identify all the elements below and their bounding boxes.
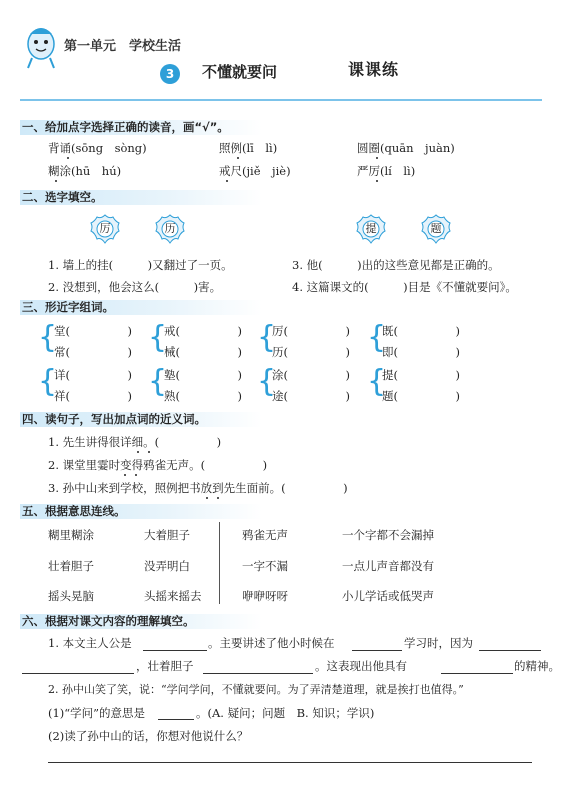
section-5-title: 五、根据意思连线。	[20, 504, 262, 519]
s6-line1-c: 学习时，因为	[404, 636, 473, 650]
brace-icon: {	[38, 364, 58, 399]
s5-col1-item-2: 壮着胆子	[48, 559, 94, 573]
s3-word-5b: 祥( )	[54, 389, 132, 403]
section-3-title: 三、形近字组词。	[20, 300, 262, 315]
blank-line[interactable]	[143, 650, 207, 651]
s1-item-3: 圆圈(quān juàn)	[357, 141, 455, 155]
s3-word-8b: 题( )	[382, 389, 460, 403]
s6-line1-b: 。主要讲述了他小时候在	[208, 636, 335, 650]
s6-line2-a: ，壮着胆子	[136, 659, 194, 673]
s3-word-3a: 厉( )	[272, 324, 350, 338]
s1-item-4: 糊涂(hū hú)	[48, 164, 122, 178]
s3-word-2a: 戒( )	[164, 324, 242, 338]
s3-word-2b: 械( )	[164, 345, 242, 359]
blank-line[interactable]	[479, 650, 541, 651]
blank-line[interactable]	[22, 673, 134, 674]
brace-icon: {	[367, 320, 387, 355]
s5-col1-item-3: 摇头晃脑	[48, 589, 94, 603]
s3-word-4b: 即( )	[382, 345, 460, 359]
s1-item-1: 背诵(sōng sòng)	[48, 141, 147, 155]
s2-question-4: 4. 这篇课文的( )目是《不懂就要问》。	[292, 280, 517, 294]
choice-char-4: 题	[430, 222, 442, 235]
lesson-number-badge: 3	[160, 64, 180, 84]
header-divider	[20, 99, 542, 101]
s3-word-3b: 历( )	[272, 345, 350, 359]
s4-question-3: 3. 孙中山来到学校，照例把书放到先生面前。( )	[48, 481, 348, 495]
emphasis-dot	[206, 497, 208, 499]
s2-question-2: 2. 没想到，他会这么( )害。	[48, 280, 222, 294]
emphasis-dot	[217, 497, 219, 499]
s4-question-2: 2. 课堂里霎时变得鸦雀无声。( )	[48, 458, 268, 472]
s6-line5: (2)读了孙中山的话，你想对他说什么？	[48, 729, 249, 743]
s5-col4-item-2: 一点儿声音都没有	[342, 559, 434, 573]
emphasis-dot	[376, 180, 378, 182]
s3-word-7a: 涂( )	[272, 368, 350, 382]
section-2-title: 二、选字填空。	[20, 190, 262, 205]
blank-line[interactable]	[352, 650, 402, 651]
emphasis-dot	[376, 157, 378, 159]
s5-col2-item-1: 大着胆子	[144, 528, 190, 542]
brace-icon: {	[257, 364, 277, 399]
lesson-title: 不懂就要问	[202, 63, 278, 81]
blank-line[interactable]	[158, 719, 194, 720]
s3-word-7b: 途( )	[272, 389, 350, 403]
s3-word-4a: 既( )	[382, 324, 460, 338]
column-divider	[219, 522, 220, 604]
s5-col4-item-1: 一个字都不会漏掉	[342, 528, 434, 542]
s5-col2-item-2: 没弄明白	[144, 559, 190, 573]
s5-col3-item-2: 一字不漏	[242, 559, 288, 573]
s6-line3: 2. 孙中山笑了笑，说：“学问学问，不懂就要问。为了弄清楚道理，就是挨打也值得。”	[48, 683, 464, 696]
s4-question-1: 1. 先生讲得很详细。( )	[48, 435, 222, 449]
emphasis-dot	[124, 474, 126, 476]
s3-word-8a: 提( )	[382, 368, 460, 382]
s6-line2-b: 。这表现出他具有	[315, 659, 407, 673]
s3-word-1b: 常( )	[54, 345, 132, 359]
s1-item-6: 严厉(lí lì)	[357, 164, 416, 178]
s2-question-3: 3. 他( )出的这些意见都是正确的。	[292, 258, 500, 272]
s6-line2-c: 的精神。	[514, 659, 560, 673]
s3-word-6b: 熟( )	[164, 389, 242, 403]
s3-word-5a: 详( )	[54, 368, 132, 382]
s5-col3-item-1: 鸦雀无声	[242, 528, 288, 542]
choice-char-2: 历	[164, 222, 176, 235]
brace-icon: {	[38, 320, 58, 355]
emphasis-dot	[55, 180, 57, 182]
practice-label: 课课练	[348, 60, 400, 79]
emphasis-dot	[237, 157, 239, 159]
s5-col3-item-3: 咿咿呀呀	[242, 589, 288, 603]
s5-col4-item-3: 小儿学话或低哭声	[342, 589, 434, 603]
s3-word-1a: 堂( )	[54, 324, 132, 338]
brace-icon: {	[148, 320, 168, 355]
brace-icon: {	[367, 364, 387, 399]
choice-char-3: 提	[365, 222, 377, 235]
section-1-title: 一、给加点字选择正确的读音，画“√”。	[20, 120, 262, 135]
brace-icon: {	[148, 364, 168, 399]
unit-title: 第一单元 学校生活	[64, 39, 182, 54]
mascot-icon	[22, 22, 60, 70]
s6-line4-b: 。(A. 疑问；问题 B. 知识；学识)	[196, 706, 375, 720]
blank-line[interactable]	[441, 673, 513, 674]
s3-word-6a: 塾( )	[164, 368, 242, 382]
brace-icon: {	[257, 320, 277, 355]
s1-item-5: 戒尺(jiě jiè)	[219, 164, 291, 178]
s2-question-1: 1. 墙上的挂( )又翻过了一页。	[48, 258, 233, 272]
section-6-title: 六、根据对课文内容的理解填空。	[20, 614, 262, 629]
emphasis-dot	[135, 474, 137, 476]
emphasis-dot	[67, 157, 69, 159]
emphasis-dot	[148, 451, 150, 453]
blank-line[interactable]	[203, 673, 313, 674]
emphasis-dot	[137, 451, 139, 453]
section-4-title: 四、读句子，写出加点词的近义词。	[20, 412, 262, 427]
s6-line4-a: (1)“学问”的意思是	[48, 706, 146, 720]
s6-line1-a: 1. 本文主人公是	[48, 636, 132, 650]
s5-col2-item-3: 头摇来摇去	[144, 589, 202, 603]
choice-char-1: 厉	[99, 222, 111, 235]
s1-item-2: 照例(lī lì)	[219, 141, 278, 155]
answer-line[interactable]	[48, 762, 532, 763]
s5-col1-item-1: 糊里糊涂	[48, 528, 94, 542]
emphasis-dot	[226, 180, 228, 182]
